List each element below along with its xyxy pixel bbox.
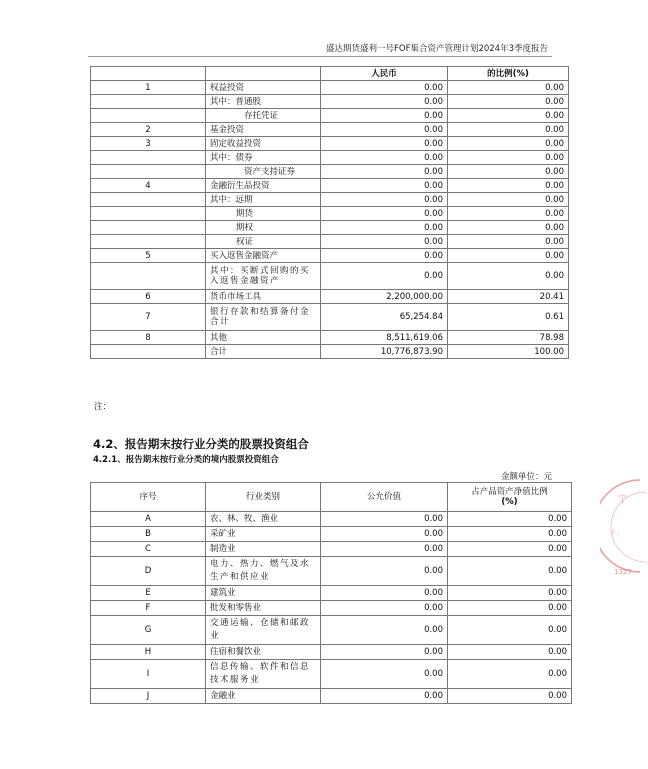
ratio-cell: 0.00 <box>448 249 569 263</box>
table-row <box>91 689 572 704</box>
table-row <box>91 193 569 207</box>
industry-name: 电力、热力、燃气及水生产和供应业 <box>206 557 321 586</box>
ratio-cell: 0.00 <box>448 137 569 151</box>
table-row <box>91 527 572 542</box>
industry-code: D <box>91 557 206 586</box>
industry-name: 交通运输、仓储和邮政业 <box>206 616 321 645</box>
row-number: 2 <box>91 123 206 137</box>
column-header <box>448 483 572 512</box>
ratio-cell: 0.00 <box>448 81 569 95</box>
row-number <box>91 235 206 249</box>
column-header: 序号 <box>91 483 206 512</box>
table-header-row <box>91 67 569 81</box>
amount-cell: 0.00 <box>321 137 448 151</box>
amount-cell: 0.00 <box>321 165 448 179</box>
fair-value-cell: 0.00 <box>321 689 448 704</box>
table-row <box>91 235 569 249</box>
table-row <box>91 557 572 586</box>
subsection-title: 4.2.1、报告期末按行业分类的境内股票投资组合 <box>93 455 279 465</box>
ratio-cell: 0.00 <box>448 660 572 689</box>
table-row <box>91 601 572 616</box>
ratio-cell: 0.00 <box>448 645 572 660</box>
asset-allocation-table <box>90 66 569 359</box>
industry-name: 批发和零售业 <box>206 601 321 616</box>
table-row <box>91 179 569 193</box>
ratio-cell: 0.00 <box>448 557 572 586</box>
note-text: 注： <box>94 402 112 412</box>
fair-value-cell: 0.00 <box>321 512 448 527</box>
table-row <box>91 263 569 290</box>
ratio-cell: 0.00 <box>448 151 569 165</box>
asset-item: 货币市场工具 <box>206 290 321 304</box>
fair-value-cell: 0.00 <box>321 586 448 601</box>
table-header-row <box>91 483 572 512</box>
ratio-cell: 0.00 <box>448 193 569 207</box>
row-number: 4 <box>91 179 206 193</box>
row-number <box>91 95 206 109</box>
asset-item: 其中：远期 <box>206 193 321 207</box>
industry-name: 采矿业 <box>206 527 321 542</box>
ratio-cell: 0.00 <box>448 527 572 542</box>
amount-cell: 0.00 <box>321 221 448 235</box>
asset-item: 银行存款和结算备付金合计 <box>206 304 321 331</box>
ratio-header-line2: (%) <box>501 497 518 507</box>
amount-cell: 0.00 <box>321 109 448 123</box>
asset-item: 其中：普通股 <box>206 95 321 109</box>
table-row <box>91 221 569 235</box>
table-row <box>91 542 572 557</box>
ratio-cell: 0.00 <box>448 123 569 137</box>
industry-code: I <box>91 660 206 689</box>
row-number <box>91 193 206 207</box>
fair-value-cell: 0.00 <box>321 557 448 586</box>
column-header: 人民币 <box>321 67 448 81</box>
row-number: 5 <box>91 249 206 263</box>
ratio-cell: 0.00 <box>448 179 569 193</box>
table-row <box>91 81 569 95</box>
table-row <box>91 249 569 263</box>
amount-cell: 8,511,619.06 <box>321 331 448 345</box>
table-row <box>91 645 572 660</box>
asset-item: 资产支持证券 <box>206 165 321 179</box>
fair-value-cell: 0.00 <box>321 616 448 645</box>
table-row <box>91 95 569 109</box>
table-row <box>91 165 569 179</box>
fair-value-cell: 0.00 <box>321 527 448 542</box>
table-row <box>91 345 569 359</box>
svg-text:宁: 宁 <box>618 495 628 505</box>
table-row <box>91 151 569 165</box>
asset-item: 合计 <box>206 345 321 359</box>
ratio-cell: 0.00 <box>448 109 569 123</box>
amount-cell: 0.00 <box>321 123 448 137</box>
row-number <box>91 221 206 235</box>
asset-item: 存托凭证 <box>206 109 321 123</box>
amount-cell: 0.00 <box>321 193 448 207</box>
asset-item: 其他 <box>206 331 321 345</box>
amount-cell: 0.00 <box>321 179 448 193</box>
ratio-cell: 0.00 <box>448 512 572 527</box>
amount-cell: 65,254.84 <box>321 304 448 331</box>
seal-stamp <box>600 472 648 582</box>
header-divider <box>88 56 552 57</box>
column-header: 行业类别 <box>206 483 321 512</box>
industry-name: 建筑业 <box>206 586 321 601</box>
industry-code: G <box>91 616 206 645</box>
ratio-cell: 0.00 <box>448 165 569 179</box>
amount-unit-label: 金额单位：元 <box>500 472 552 482</box>
amount-cell: 0.00 <box>321 235 448 249</box>
ratio-header-line1: 占产品资产净值比例 <box>471 487 548 497</box>
page-header: 盛达期货盛利一号FOF集合资产管理计划2024年3季度报告 <box>325 44 548 54</box>
column-header <box>91 67 206 81</box>
asset-item: 买入返售金融资产 <box>206 249 321 263</box>
table-row <box>91 304 569 331</box>
industry-code: F <box>91 601 206 616</box>
table-row <box>91 331 569 345</box>
industry-code: B <box>91 527 206 542</box>
section-title: 4.2、报告期末按行业分类的股票投资组合 <box>93 437 309 451</box>
table-row <box>91 137 569 151</box>
table-row <box>91 109 569 123</box>
asset-item: 金融衍生品投资 <box>206 179 321 193</box>
row-number: 8 <box>91 331 206 345</box>
fair-value-cell: 0.00 <box>321 645 448 660</box>
industry-code: E <box>91 586 206 601</box>
row-number: 3 <box>91 137 206 151</box>
fair-value-cell: 0.00 <box>321 542 448 557</box>
ratio-cell: 0.00 <box>448 235 569 249</box>
row-number <box>91 263 206 290</box>
asset-item: 期货 <box>206 207 321 221</box>
row-number <box>91 345 206 359</box>
svg-text:1327: 1327 <box>614 568 632 576</box>
ratio-cell: 0.00 <box>448 542 572 557</box>
row-number <box>91 207 206 221</box>
asset-item: 基金投资 <box>206 123 321 137</box>
amount-cell: 0.00 <box>321 81 448 95</box>
amount-cell: 0.00 <box>321 249 448 263</box>
industry-name: 农、林、牧、渔业 <box>206 512 321 527</box>
industry-stock-table <box>90 482 572 704</box>
industry-name: 制造业 <box>206 542 321 557</box>
fair-value-cell: 0.00 <box>321 601 448 616</box>
table-row <box>91 207 569 221</box>
ratio-cell: 100.00 <box>448 345 569 359</box>
ratio-cell: 0.00 <box>448 586 572 601</box>
amount-cell: 0.00 <box>321 263 448 290</box>
ratio-cell: 0.00 <box>448 601 572 616</box>
industry-code: H <box>91 645 206 660</box>
table-row <box>91 290 569 304</box>
ratio-cell: 0.00 <box>448 263 569 290</box>
column-header: 公允价值 <box>321 483 448 512</box>
industry-name: 信息传输、软件和信息技术服务业 <box>206 660 321 689</box>
fair-value-cell: 0.00 <box>321 660 448 689</box>
asset-item: 其中：债券 <box>206 151 321 165</box>
industry-code: J <box>91 689 206 704</box>
industry-code: C <box>91 542 206 557</box>
ratio-cell: 0.00 <box>448 689 572 704</box>
amount-cell: 10,776,873.90 <box>321 345 448 359</box>
asset-item: 期权 <box>206 221 321 235</box>
ratio-cell: 0.00 <box>448 95 569 109</box>
svg-text:/ 、: / 、 <box>612 528 624 536</box>
amount-cell: 0.00 <box>321 207 448 221</box>
industry-name: 住宿和餐饮业 <box>206 645 321 660</box>
ratio-cell: 0.00 <box>448 207 569 221</box>
table-row <box>91 616 572 645</box>
ratio-cell: 78.98 <box>448 331 569 345</box>
row-number <box>91 165 206 179</box>
ratio-cell: 0.61 <box>448 304 569 331</box>
ratio-cell: 0.00 <box>448 616 572 645</box>
column-header <box>206 67 321 81</box>
row-number: 1 <box>91 81 206 95</box>
row-number <box>91 109 206 123</box>
row-number: 7 <box>91 304 206 331</box>
asset-item: 权证 <box>206 235 321 249</box>
table-row <box>91 586 572 601</box>
table-row <box>91 123 569 137</box>
industry-name: 金融业 <box>206 689 321 704</box>
industry-code: A <box>91 512 206 527</box>
amount-cell: 2,200,000.00 <box>321 290 448 304</box>
asset-item: 权益投资 <box>206 81 321 95</box>
column-header: 的比例(%) <box>448 67 569 81</box>
row-number <box>91 151 206 165</box>
asset-item: 其中：买断式回购的买入返售金融资产 <box>206 263 321 290</box>
table-row <box>91 660 572 689</box>
ratio-cell: 0.00 <box>448 221 569 235</box>
amount-cell: 0.00 <box>321 151 448 165</box>
amount-cell: 0.00 <box>321 95 448 109</box>
ratio-cell: 20.41 <box>448 290 569 304</box>
table-row <box>91 512 572 527</box>
asset-item: 固定收益投资 <box>206 137 321 151</box>
row-number: 6 <box>91 290 206 304</box>
